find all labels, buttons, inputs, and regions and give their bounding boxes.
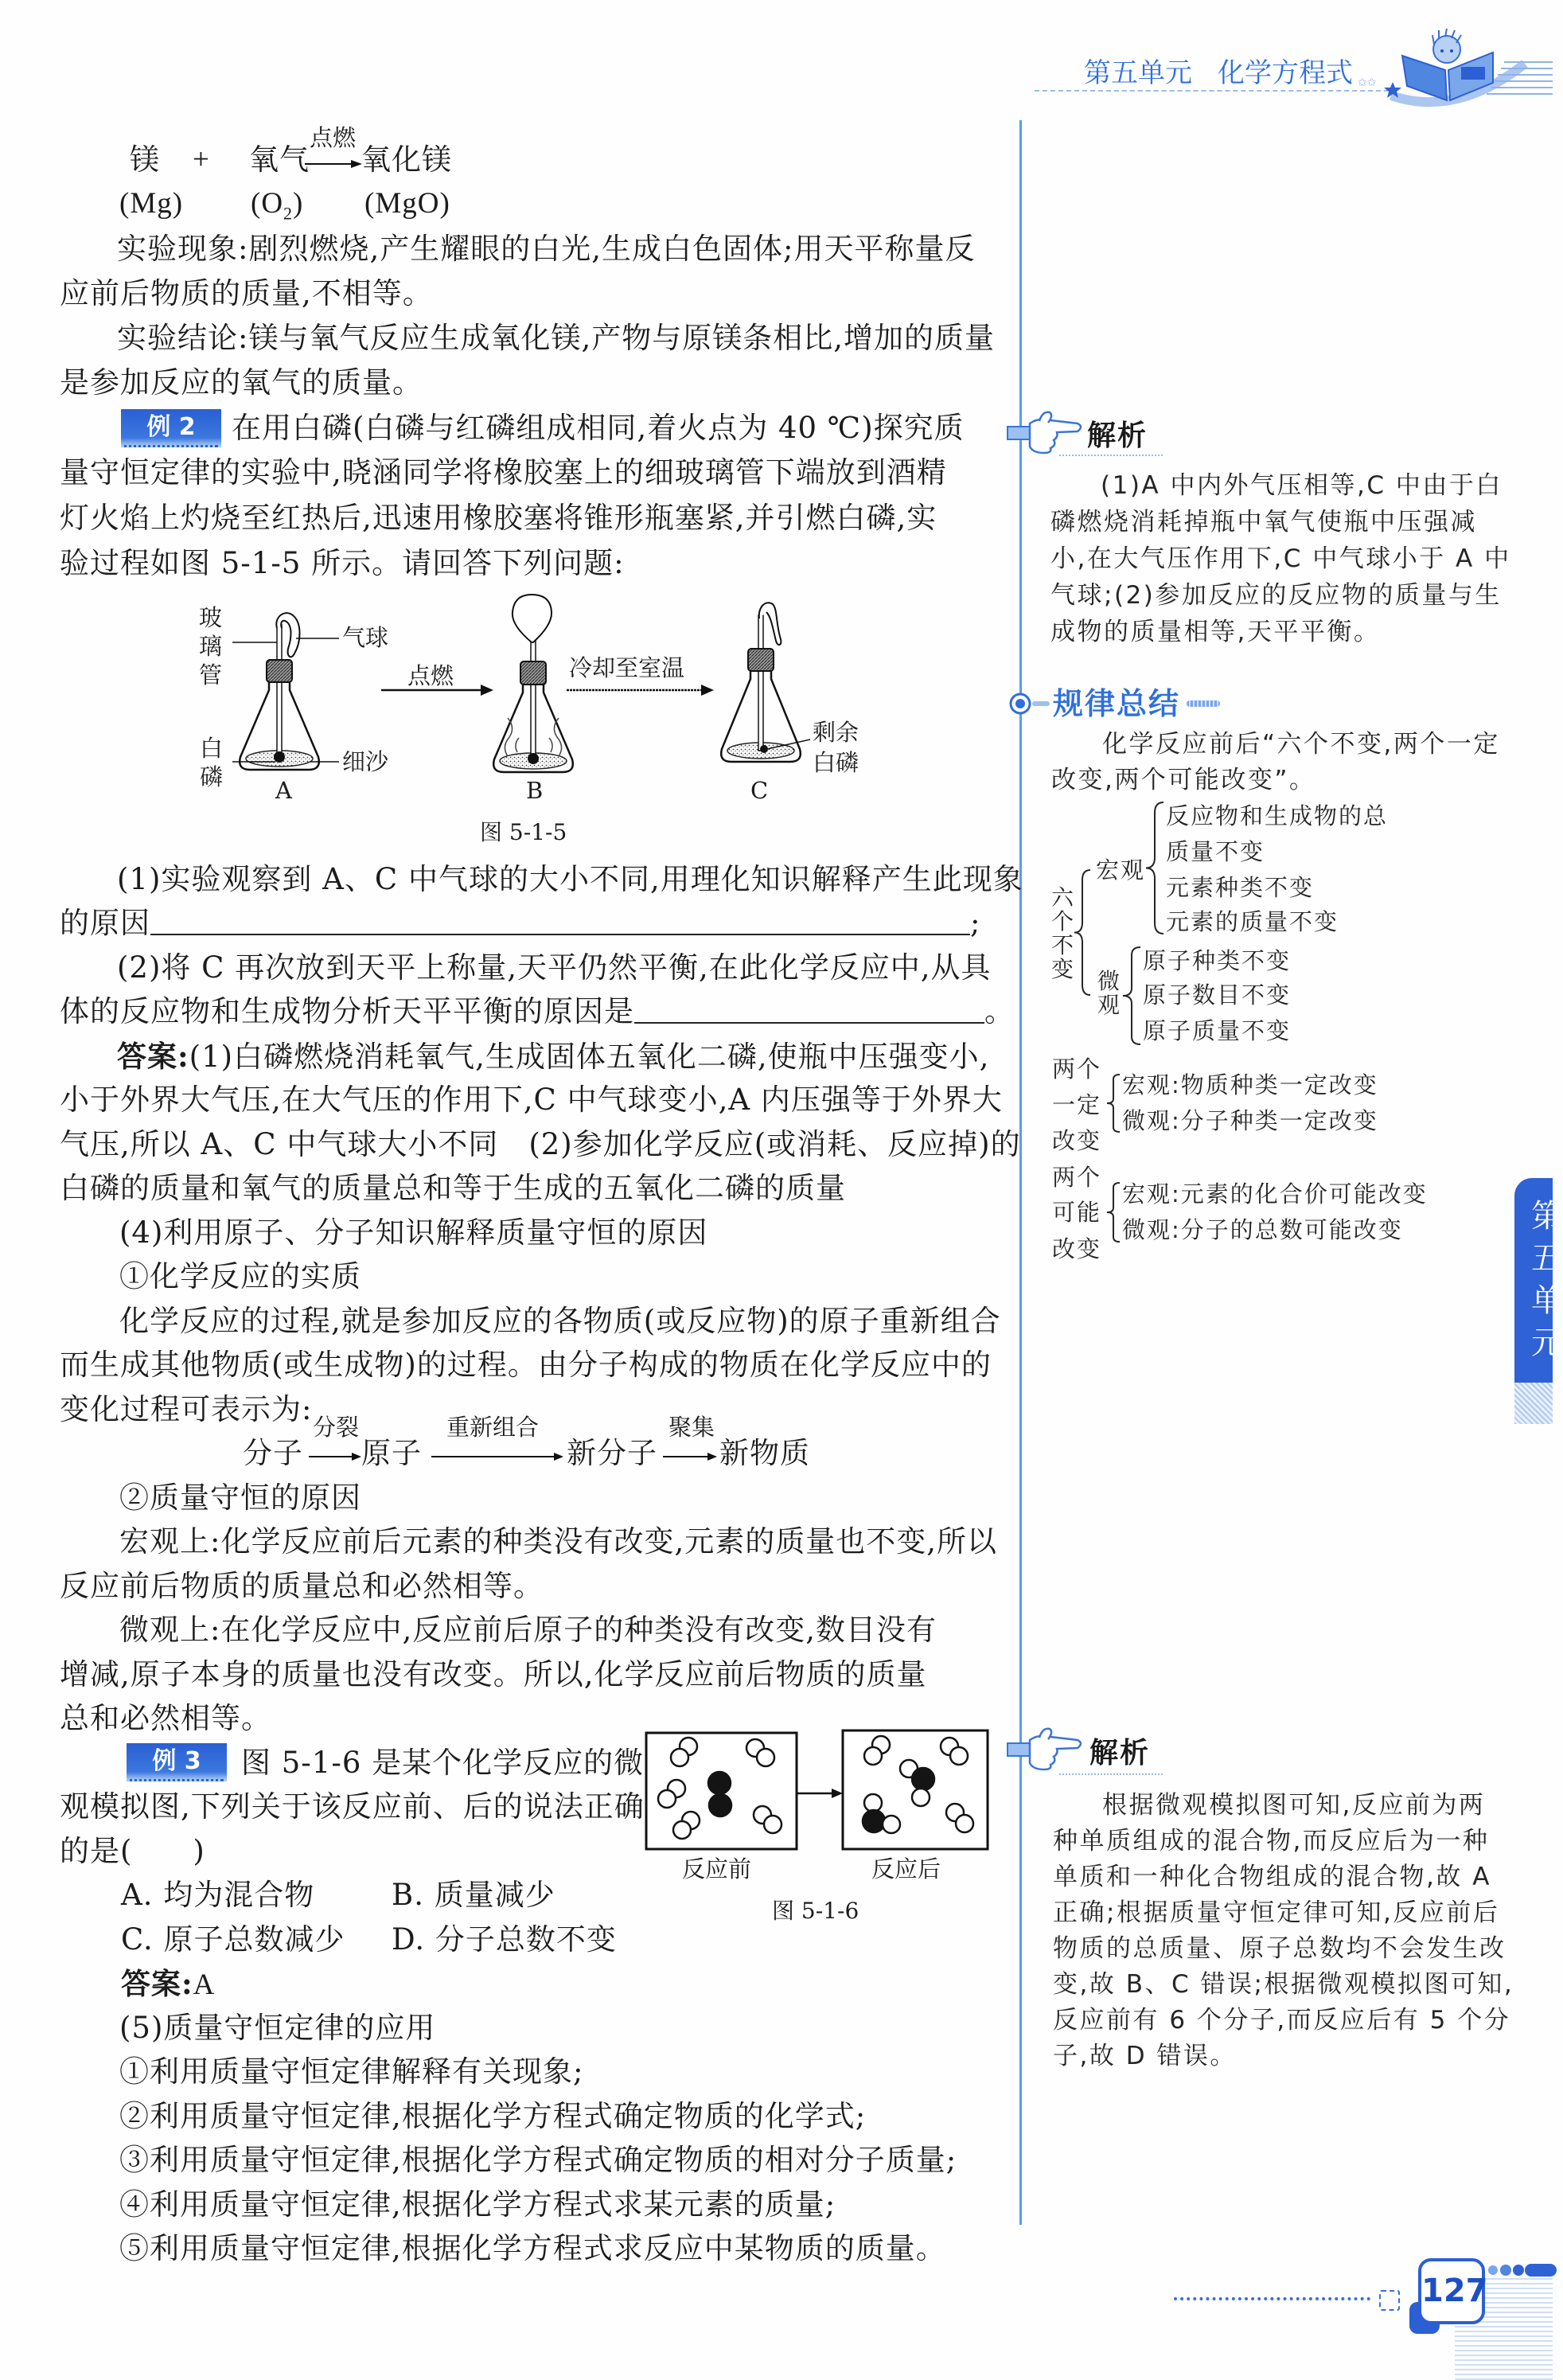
tree-root-label: 六个不变 — [1051, 884, 1074, 982]
flow-atom: 原子 — [361, 1436, 422, 1470]
question-1-line — [60, 902, 980, 945]
section-4-subtitle: ①化学反应的实质 — [119, 1259, 361, 1293]
unit-side-tab — [1514, 1178, 1563, 1383]
example-2-line: 量守恒定律的实验中,晓涵同学将橡胶塞上的细玻璃管下端放到酒精 — [60, 455, 947, 490]
figure-caption: 图 5-1-5 — [480, 819, 567, 845]
summary-intro: 化学反应前后“六个不变,两个一定 — [1102, 730, 1500, 759]
tree-item: 原子数目不变 — [1143, 981, 1292, 1009]
punctuation: 。 — [984, 994, 1015, 1028]
answer-text: (1)白磷燃烧消耗氧气,生成固体五氧化二磷,使瓶中压强变小, — [189, 1040, 990, 1074]
atom-white — [673, 1821, 691, 1839]
application-item: ⑤利用质量守恒定律,根据化学方程式求反应中某物质的质量。 — [119, 2231, 946, 2265]
option-a: A. 均为混合物 — [121, 1878, 315, 1912]
answer-label: 答案: — [121, 1966, 193, 2001]
brace-icon — [1107, 1183, 1120, 1242]
book-reading-logo-icon — [1385, 29, 1553, 111]
question-2-line: (2)将 C 再次放到天平上称量,天平仍然平衡,在此化学反应中,从具 — [117, 950, 992, 985]
side-tab-label: 第五单元 — [1531, 1198, 1563, 1361]
label-flask-c: C — [750, 777, 769, 804]
formula-o2-base: (O — [251, 187, 284, 220]
glass-tube — [277, 625, 282, 757]
question-1-text: 的原因 — [60, 906, 150, 940]
analysis-line: 变,故 B、C 错误;根据微观模拟图可知, — [1053, 1970, 1514, 1999]
macro-line: 宏观上:化学反应前后元素的种类没有改变,元素的质量也不变,所以 — [119, 1524, 997, 1559]
header-dotted-rule — [1035, 90, 1389, 92]
formula-mgo: (MgO) — [364, 187, 450, 220]
application-item: ②利用质量守恒定律,根据化学方程式确定物质的化学式; — [119, 2099, 867, 2133]
macro-line: 反应前后物质的质量总和必然相等。 — [60, 1569, 544, 1603]
label-remaining-phosphorus: 白磷 — [813, 749, 859, 776]
atom-white — [912, 1789, 930, 1806]
tree-root-label: 改变 — [1052, 1127, 1102, 1154]
tree-item: 宏观:元素的化合价可能改变 — [1122, 1180, 1428, 1208]
reaction-condition: 点燃 — [310, 124, 357, 151]
reaction-arrow-icon — [305, 158, 362, 170]
label-step-cool: 冷却至室温 — [569, 654, 685, 681]
product-magnesium-oxide: 氧化镁 — [361, 142, 452, 177]
tree-item: 微观:分子种类一定改变 — [1122, 1107, 1378, 1134]
label-fine-sand: 细沙 — [342, 748, 389, 775]
analysis-line: 正确;根据质量守恒定律可知,反应前后 — [1053, 1898, 1500, 1927]
white-phosphorus — [528, 753, 539, 764]
analysis-line: 物质的总质量、原子总数均不会发生改 — [1053, 1934, 1506, 1963]
sparkle-icon: ✩✩ — [1358, 76, 1377, 89]
flow-arrow-icon — [431, 1451, 565, 1462]
formula-mg: (Mg) — [119, 187, 184, 220]
flask-a — [232, 613, 339, 770]
reactant-oxygen: 氧气 — [249, 142, 310, 177]
page-number: 127 — [1418, 2258, 1485, 2324]
atom-white — [658, 1790, 676, 1808]
flask-c — [721, 603, 810, 762]
application-item: ①利用质量守恒定律解释有关现象; — [119, 2054, 584, 2089]
flow-arrow-icon — [309, 1451, 363, 1462]
answer-value: A — [193, 1968, 216, 2001]
micro-label: 微观 — [1097, 968, 1121, 1018]
tree-item: 微观:分子的总数可能改变 — [1122, 1216, 1403, 1243]
example-3-answer — [121, 1962, 215, 2005]
flow-step-label: 重新组合 — [446, 1414, 540, 1441]
tree-item: 原子质量不变 — [1143, 1017, 1292, 1044]
answer-line: 气压,所以 A、C 中气球大小不同 (2)参加化学反应(或消耗、反应掉)的 — [60, 1127, 1021, 1161]
label-before-reaction: 反应前 — [682, 1855, 752, 1883]
label-after-reaction: 反应后 — [871, 1855, 941, 1883]
label-flask-a: A — [275, 777, 292, 804]
title-underline — [1059, 455, 1163, 456]
micro-line: 总和必然相等。 — [60, 1701, 271, 1735]
footer-square-icon — [1379, 2290, 1400, 2311]
summary-title: 规律总结 — [1053, 686, 1181, 721]
tree-item: 元素种类不变 — [1166, 874, 1315, 901]
analysis-line: (1)A 中内外气压相等,C 中由于白 — [1101, 471, 1503, 500]
example-3-badge: 例 3 — [127, 1743, 227, 1781]
title-decoration — [1187, 700, 1220, 707]
phenomenon-line: 实验现象:剧烈燃烧,产生耀眼的白光,生成白色固体;用天平称量反 — [117, 232, 976, 266]
question-1-line: (1)实验观察到 A、C 中气球的大小不同,用理化知识解释产生此现象 — [117, 862, 1023, 896]
answer-line — [117, 1035, 989, 1078]
flask-experiment-diagram — [191, 593, 883, 808]
tree-item: 质量不变 — [1166, 838, 1265, 865]
answer-line: 小于外界大气压,在大气压的作用下,C 中气球变小,A 内压强等于外界大 — [60, 1083, 1003, 1117]
atom-white — [950, 1747, 968, 1765]
label-white-phosphorus: 白磷 — [200, 735, 224, 790]
option-b: B. 质量减少 — [392, 1878, 555, 1912]
question-2-text: 体的反应物和生成物分析天平平衡的原因是 — [60, 994, 634, 1028]
analysis-line: 子,故 D 错误。 — [1053, 2042, 1237, 2070]
example-3-line: 的是( ) — [60, 1834, 205, 1868]
answer-line: 白磷的质量和氧气的质量总和等于生成的五氧化二磷的质量 — [60, 1171, 846, 1205]
answer-label: 答案: — [117, 1039, 189, 1074]
micro-line: 增减,原子本身的质量也没有改变。所以,化学反应前后物质的质量 — [60, 1657, 927, 1691]
analysis-line: 磷燃烧消耗掉瓶中氧气使瓶中压强减 — [1050, 508, 1477, 536]
pointing-hand-icon — [1008, 1724, 1086, 1773]
atom-white — [764, 1816, 782, 1833]
tree-root-label: 两个 — [1052, 1055, 1102, 1083]
arrow-cool-icon — [567, 685, 714, 696]
analysis-title: 解析 — [1089, 1737, 1151, 1769]
label-balloon: 气球 — [342, 624, 389, 651]
reactant-magnesium: 镁 — [130, 142, 160, 177]
answer-blank — [634, 990, 984, 1024]
paragraph-line: 化学反应的过程,就是参加反应的各物质(或反应物)的原子重新组合 — [119, 1304, 1001, 1338]
atom-black — [912, 1768, 934, 1790]
tree-root-label: 改变 — [1052, 1235, 1102, 1262]
tree-item: 宏观:物质种类一定改变 — [1122, 1071, 1378, 1098]
section-4-title: (4)利用原子、分子知识解释质量守恒的原因 — [119, 1215, 708, 1250]
answer-blank — [150, 902, 970, 935]
section-5-title: (5)质量守恒定律的应用 — [119, 2011, 436, 2045]
flow-step-label: 分裂 — [313, 1414, 360, 1441]
tree-root-label: 可能 — [1052, 1199, 1102, 1226]
plus-sign: + — [193, 143, 210, 176]
example-2-line: 验过程如图 5-1-5 所示。请回答下列问题: — [60, 546, 625, 580]
example-2-badge: 例 2 — [121, 409, 221, 447]
brace-icon — [1107, 1075, 1120, 1132]
summary-intro: 改变,两个可能改变”。 — [1051, 766, 1316, 794]
atom-white — [757, 1749, 774, 1766]
brace-icon — [1123, 947, 1140, 1044]
analysis-line: 反应前有 6 个分子,而反应后有 5 个分 — [1053, 2006, 1511, 2035]
pointing-hand-icon — [1008, 408, 1086, 457]
macro-label: 宏观 — [1096, 856, 1146, 884]
tree-root-label: 一定 — [1052, 1091, 1102, 1118]
brace-icon — [1146, 802, 1163, 934]
flow-step-label: 聚集 — [668, 1414, 715, 1441]
tree-item: 元素的质量不变 — [1166, 908, 1339, 935]
formula-o2-subscript: 2 — [283, 203, 294, 224]
example-2-line: 在用白磷(白磷与红磷组成相同,着火点为 40 ℃)探究质 — [232, 411, 965, 445]
figure-caption: 图 5-1-6 — [772, 1898, 859, 1924]
inflated-balloon — [513, 595, 552, 642]
analysis-line: 小,在大气压作用下,C 中气球小于 A 中 — [1050, 544, 1511, 573]
application-item: ④利用质量守恒定律,根据化学方程式求某元素的质量; — [119, 2187, 836, 2222]
option-d: D. 分子总数不变 — [392, 1922, 617, 1957]
rubber-stopper — [748, 649, 774, 671]
label-glass-tube: 玻璃管 — [199, 604, 223, 689]
formula-o2-close: ) — [293, 187, 304, 220]
atom-white — [956, 1815, 973, 1832]
example-3-line: 观模拟图,下列关于该反应前、后的说法正确 — [60, 1789, 645, 1824]
micro-line: 微观上:在化学反应中,反应前后原子的种类没有改变,数目没有 — [119, 1613, 937, 1647]
glass-tube — [531, 641, 536, 760]
atom-black — [709, 1794, 731, 1816]
footer-dotted-rule — [1174, 2297, 1370, 2300]
molecule-model-diagram — [641, 1726, 995, 1855]
phenomenon-line: 应前后物质的质量,不相等。 — [60, 276, 433, 310]
tree-item: 原子种类不变 — [1143, 947, 1292, 974]
brace-icon — [1074, 870, 1090, 995]
rubber-stopper — [520, 661, 546, 685]
label-step-ignite: 点燃 — [407, 662, 454, 689]
flow-new-substance: 新物质 — [719, 1436, 810, 1470]
chapter-title: 化学方程式 — [1218, 57, 1353, 89]
atom-white — [864, 1794, 882, 1812]
side-tab-hatch — [1514, 1383, 1553, 1424]
analysis-title: 解析 — [1087, 419, 1148, 452]
analysis-line: 种单质组成的混合物,而反应后为一种 — [1053, 1827, 1490, 1855]
remaining-phosphorus — [760, 745, 768, 753]
conclusion-line: 是参加反应的氧气的质量。 — [60, 365, 423, 400]
rubber-stopper — [267, 660, 292, 682]
label-flask-b: B — [526, 777, 544, 804]
glass-tube — [758, 615, 763, 751]
example-2-line: 灯火焰上灼烧至红热后,迅速用橡胶塞将锥形瓶塞紧,并引燃白磷,实 — [60, 501, 937, 535]
atom-white — [883, 1816, 900, 1833]
formula-o2 — [251, 182, 303, 225]
paragraph-line: 变化过程可表示为: — [60, 1392, 313, 1426]
punctuation: ; — [970, 906, 981, 940]
flow-molecule: 分子 — [243, 1436, 303, 1470]
footer-dots-icon — [1487, 2262, 1553, 2278]
analysis-line: 根据微观模拟图可知,反应前为两 — [1102, 1791, 1486, 1820]
atom-white — [864, 1747, 882, 1765]
atom-black — [708, 1772, 731, 1794]
analysis-line: 气球;(2)参加反应的反应物的质量与生 — [1050, 581, 1502, 610]
title-underline — [1059, 1773, 1163, 1775]
target-circle-icon — [1008, 692, 1054, 716]
atom-black — [863, 1810, 885, 1832]
flow-new-molecule: 新分子 — [567, 1436, 657, 1470]
tree-root-label: 两个 — [1052, 1164, 1102, 1191]
unit-title: 第五单元 — [1084, 57, 1192, 89]
label-remaining: 剩余 — [813, 719, 859, 746]
example-3-line: 图 5-1-6 是某个化学反应的微 — [241, 1746, 645, 1780]
white-phosphorus — [274, 751, 285, 763]
question-2-line — [60, 990, 1015, 1033]
application-item: ③利用质量守恒定律,根据化学方程式确定物质的相对分子质量; — [119, 2143, 957, 2177]
analysis-line: 成物的质量相等,天平平衡。 — [1050, 618, 1381, 646]
atom-white — [671, 1749, 688, 1766]
section-4-subtitle: ②质量守恒的原因 — [119, 1481, 361, 1515]
option-c: C. 原子总数减少 — [121, 1922, 345, 1957]
paragraph-line: 而生成其他物质(或生成物)的过程。由分子构成的物质在化学反应中的 — [60, 1348, 992, 1382]
conclusion-line: 实验结论:镁与氧气反应生成氧化镁,产物与原镁条相比,增加的质量 — [117, 321, 995, 355]
analysis-line: 单质和一种化合物组成的混合物,故 A — [1053, 1863, 1491, 1891]
flow-arrow-icon — [663, 1451, 719, 1462]
flask-b — [493, 595, 573, 772]
tree-item: 反应物和生成物的总 — [1166, 802, 1389, 829]
reaction-arrow-icon — [797, 1789, 843, 1798]
